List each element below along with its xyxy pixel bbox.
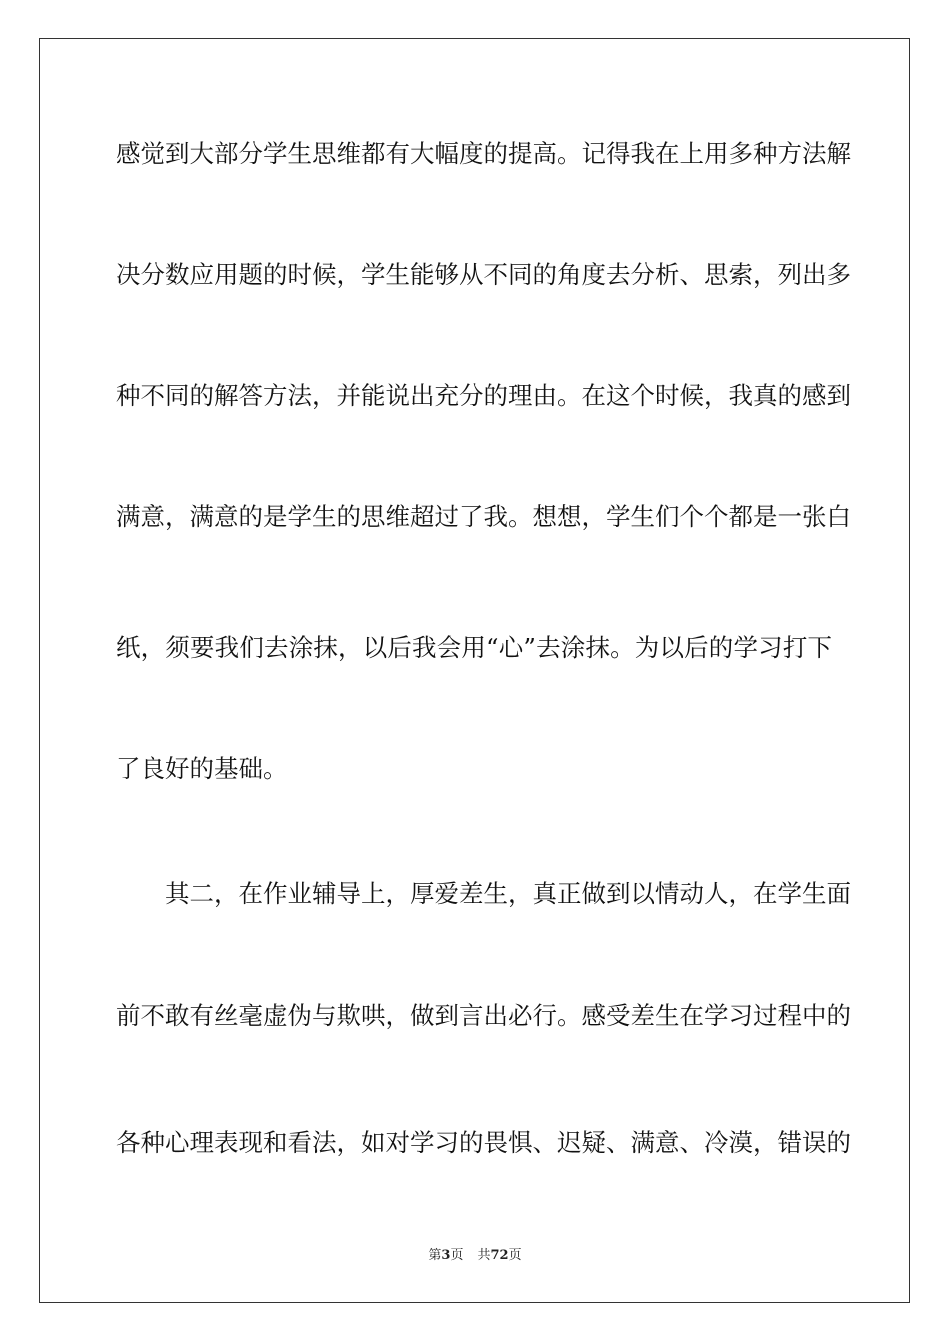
paragraph-line-8: 前不敢有丝毫虚伪与欺哄，做到言出必行。感受差生在学习过程中的 <box>116 1001 851 1030</box>
paragraph-line-5: 纸，须要我们去涂抹，以后我会用“心”去涂抹。为以后的学习打下 <box>116 633 832 662</box>
page-number: 3 <box>441 1248 451 1263</box>
total-pages: 72 <box>490 1248 509 1263</box>
page-footer <box>0 1247 950 1265</box>
paragraph-line-3: 种不同的解答方法，并能说出充分的理由。在这个时候，我真的感到 <box>116 381 851 410</box>
total-prefix: 共 <box>477 1248 491 1263</box>
paragraph-line-6: 了良好的基础。 <box>116 754 288 783</box>
page-border <box>39 38 910 1303</box>
paragraph-line-2: 决分数应用题的时候，学生能够从不同的角度去分析、思索，列出多 <box>116 260 851 289</box>
paragraph-line-7: 其二，在作业辅导上，厚爱差生，真正做到以情动人，在学生面 <box>165 879 851 908</box>
page-suffix: 页 <box>450 1248 464 1263</box>
total-suffix: 页 <box>508 1248 522 1263</box>
paragraph-line-9: 各种心理表现和看法，如对学习的畏惧、迟疑、满意、冷漠，错误的 <box>116 1128 851 1157</box>
page-prefix: 第 <box>428 1248 442 1263</box>
paragraph-line-1: 感觉到大部分学生思维都有大幅度的提高。记得我在上用多种方法解 <box>116 139 851 168</box>
paragraph-line-4: 满意，满意的是学生的思维超过了我。想想，学生们个个都是一张白 <box>116 502 851 531</box>
